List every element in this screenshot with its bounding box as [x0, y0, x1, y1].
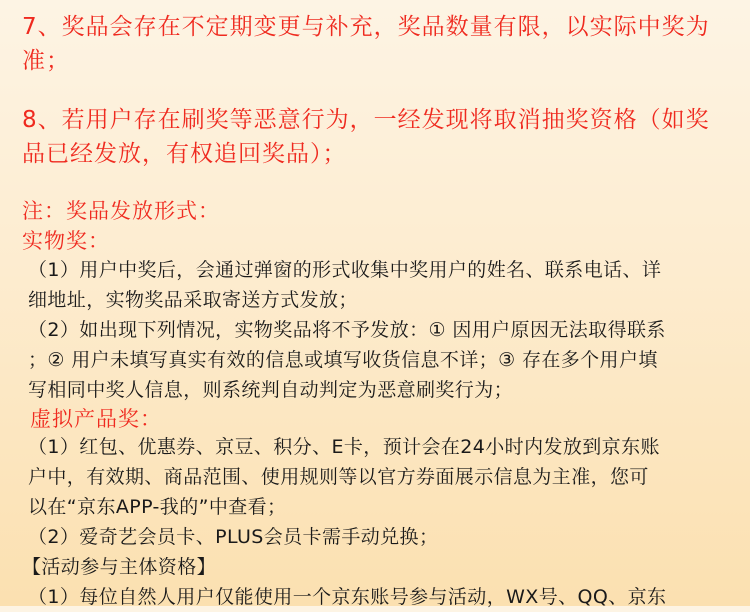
- physical-item-1-line-2: 细地址，实物奖品采取寄送方式发放；: [28, 289, 358, 311]
- rule-8: [22, 103, 710, 171]
- physical-item-2-line-3: 写相同中奖人信息，则系统判自动判定为恶意刷奖行为；: [28, 379, 514, 401]
- virtual-item-2: （2）爱奇艺会员卡、PLUS会员卡需手动兑换；: [28, 526, 439, 548]
- eligibility-title: 【活动参与主体资格】: [22, 556, 217, 578]
- physical-item-2-line-2: ；② 用户未填写真实有效的信息或填写收货信息不详；③ 存在多个用户填: [28, 349, 658, 371]
- virtual-prize-rules: [28, 432, 660, 552]
- physical-item-2-line-1: （2）如出现下列情况，实物奖品将不予发放：① 因用户原因无法取得联系: [28, 319, 666, 341]
- physical-prize-title: 实物奖：: [22, 229, 110, 253]
- eligibility-item-1-line-1: （1）每位自然人用户仅能使用一个京东账号参与活动，WX号、QQ、京东: [28, 586, 667, 608]
- virtual-item-1-line-1: （1）红包、优惠券、京豆、积分、E卡，预计会在24小时内发放到京东账: [28, 436, 660, 458]
- rule-8-line-1: 8、若用户存在刷奖等恶意行为，一经发现将取消抽奖资格（如奖: [22, 107, 710, 133]
- eligibility-section: [22, 552, 666, 612]
- rule-7-line-1: 7、奖品会存在不定期变更与补充，奖品数量有限，以实际中奖为: [22, 14, 710, 40]
- physical-item-1-line-1: （1）用户中奖后，会通过弹窗的形式收集中奖用户的姓名、联系电话、详: [28, 259, 662, 281]
- virtual-item-1-line-3: 以在“京东APP-我的”中查看；: [28, 496, 287, 518]
- physical-prize-rules: [28, 255, 666, 405]
- virtual-prize-title: 虚拟产品奖：: [30, 407, 162, 431]
- rule-7: [22, 10, 710, 78]
- rule-7-line-2: 准；: [22, 48, 70, 74]
- rule-8-line-2: 品已经发放，有权追回奖品）；: [22, 141, 347, 167]
- virtual-item-1-line-2: 户中，有效期、商品范围、使用规则等以官方券面展示信息为主准，您可: [28, 466, 649, 488]
- note-title: 注：奖品发放形式：: [22, 199, 220, 223]
